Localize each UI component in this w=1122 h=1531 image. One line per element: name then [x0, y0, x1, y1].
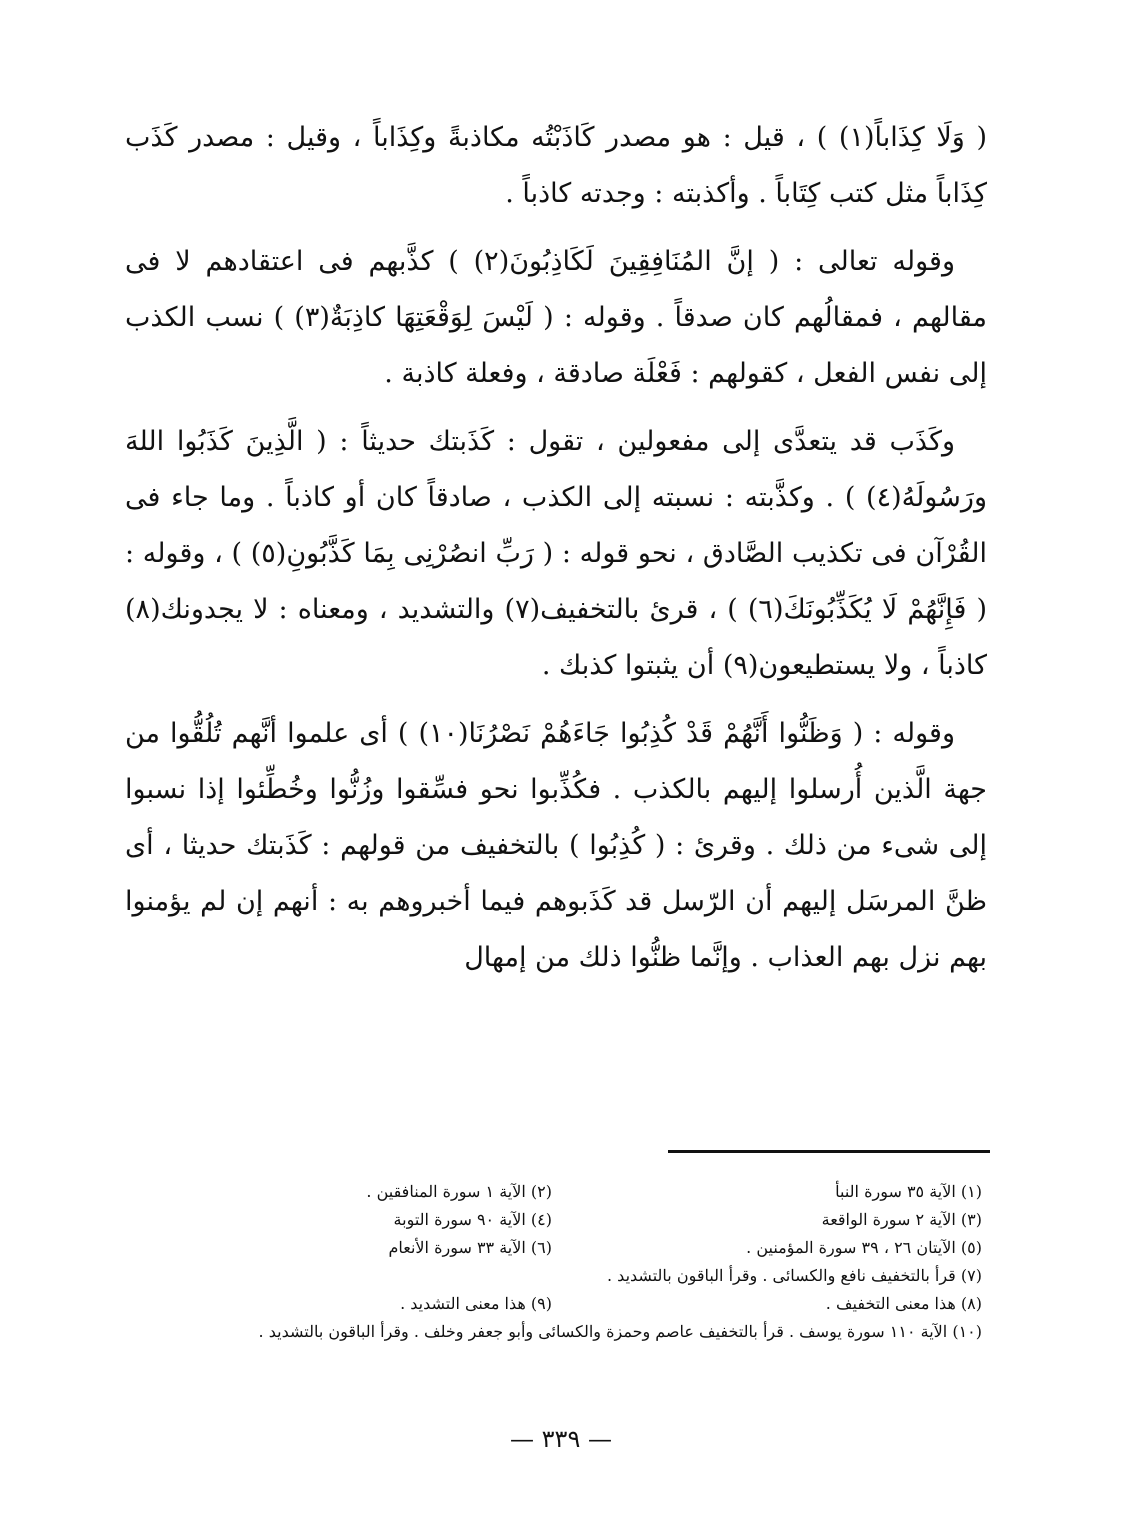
footnote-8: (٨) هذا معنى التخفيف . — [825, 1294, 982, 1313]
footnote-divider — [668, 1150, 990, 1153]
footnotes — [122, 1178, 982, 1346]
footnote-1: (١) الآية ٣٥ سورة النبأ — [835, 1182, 982, 1201]
paragraph-1: ( وَلَا كِذَاباً(١) ) ، قيل : هو مصدر كَاذَبْتُه مكاذبةً وكِذَاباً ، وقيل : مصدر كَذَب كِذَاباً مثل كتب كِتَاباً . وأكذبته : وجدته كاذباً . — [125, 122, 987, 209]
page-number: — ٣٣٩ — — [510, 1425, 612, 1453]
paragraph-2: وقوله تعالى : ( إنَّ المُنَافِقِينَ لَكَاذِبُونَ(٢) ) كذَّبهم فى اعتقادهم لا فى مقالهم ، فمقالُهم كان صدقاً . وقوله : ( لَيْسَ لِوَقْعَتِهَا كاذِبَةٌ(٣) ) نسب الكذب إلى نفس الفعل ، كقولهم : فَعْلَة صادقة ، وفعلة كاذبة . — [125, 246, 987, 389]
footnote-3: (٣) الآية ٢ سورة الواقعة — [821, 1210, 982, 1229]
footnote-6: (٦) الآية ٣٣ سورة الأنعام — [388, 1238, 552, 1257]
footnote-row — [122, 1206, 982, 1234]
footnote-10: (١٠) الآية ١١٠ سورة يوسف . قرأ بالتخفيف عاصم وحمزة والكسائى وأبو جعفر وخلف . وقرأ الباقون بالتشديد . — [258, 1322, 982, 1341]
paragraph-3: وكَذَب قد يتعدَّى إلى مفعولين ، تقول : كَذَبتك حديثاً : ( الَّذِينَ كَذَبُوا اللهَ ورَسُولَهُ(٤) ) . وكذَّبته : نسبته إلى الكذب ، صادقاً كان أو كاذباً . وما جاء فى القُرْآن فى تكذيب الصَّادق ، نحو قوله : ( رَبِّ انصُرْنِى بِمَا كَذَّبُونِ(٥) ) ، وقوله : ( فَإِنَّهُمْ لَا يُكَذِّبُونَكَ(٦) ) ، قرئ بالتخفيف(٧) والتشديد ، ومعناه : لا يجدونك(٨) كاذباً ، ولا يستطيعون(٩) أن يثبتوا كذبك . — [125, 426, 987, 681]
main-text — [125, 110, 987, 998]
footnote-row — [122, 1178, 982, 1206]
footnote-7: (٧) قرأ بالتخفيف نافع والكسائى . وقرأ الباقون بالتشديد . — [607, 1266, 982, 1285]
footnote-9: (٩) هذا معنى التشديد . — [400, 1294, 552, 1313]
footnote-5: (٥) الآيتان ٢٦ ، ٣٩ سورة المؤمنين . — [746, 1238, 982, 1257]
paragraph-4: وقوله : ( وَظَنُّوا أَنَّهُمْ قَدْ كُذِبُوا جَاءَهُمْ نَصْرُنَا(١٠) ) أى علموا أنَّهم تُلُقُّوا من جهة الَّذين أُرسلوا إليهم بالكذب . فكُذِّبوا نحو فسِّقوا وزُنُّوا وخُطِّئوا إذا نسبوا إلى شىء من ذلك . وقرئ : ( كُذِبُوا ) بالتخفيف من قولهم : كَذَبتك حديثا ، أى ظنَّ المرسَل إليهم أن الرّسل قد كَذَبوهم فيما أخبروهم به : أنهم إن لم يؤمنوا بهم نزل بهم العذاب . وإنَّما ظنُّوا ذلك من إمهال — [125, 718, 987, 973]
footnote-2: (٢) الآية ١ سورة المنافقين . — [366, 1182, 552, 1201]
footnote-row — [122, 1290, 982, 1318]
footnote-row — [122, 1234, 982, 1262]
footnote-4: (٤) الآية ٩٠ سورة التوبة — [393, 1210, 552, 1229]
footnote-row — [122, 1262, 982, 1290]
footnote-row — [122, 1318, 982, 1346]
